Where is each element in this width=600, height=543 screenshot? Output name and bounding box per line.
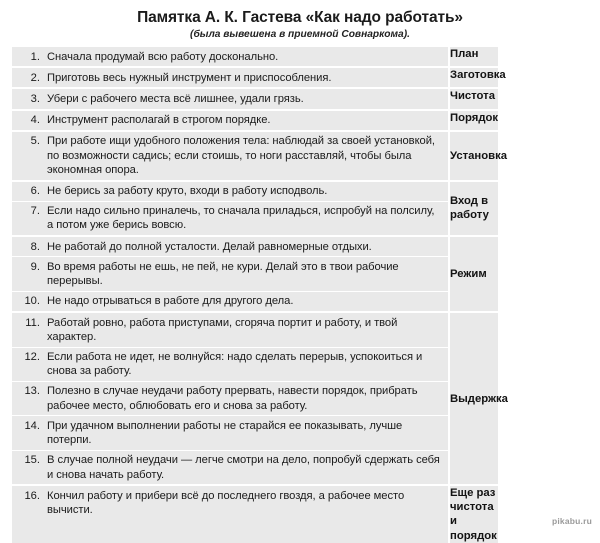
rule-group-items (12, 131, 449, 181)
rule-text: Работай ровно, работа приступами, сгоряча портит и работу, и твой характер. (47, 316, 398, 343)
rule-text: Если работа не идет, не волнуйся: надо сделать перерыв, успокоиться и снова за работу. (47, 351, 423, 378)
table-row (12, 181, 498, 237)
list-item (12, 256, 448, 290)
rule-list (12, 111, 448, 130)
rule-text: При работе ищи удобного положения тела: наблюдай за своей установкой, по возможности садись; если стоишь, то ноги расставляй, чтобы была экономная опора. (47, 135, 435, 176)
rule-group-label: Режим (449, 236, 498, 312)
rule-group-items (12, 110, 449, 131)
rule-text: Убери с рабочего места всё лишнее, удали грязь. (47, 92, 304, 105)
rule-group-items (12, 312, 449, 485)
rule-number: 9. (30, 260, 40, 273)
rule-number: 10. (24, 295, 40, 308)
rule-number: 5. (30, 135, 40, 148)
rule-number: 2. (30, 71, 40, 84)
table-row (12, 312, 498, 485)
table-row (12, 47, 498, 68)
rule-group-items (12, 236, 449, 312)
list-item (12, 111, 448, 130)
rule-text: Во время работы не ешь, не пей, не кури. Делай это в твои рабочие перерывы. (47, 260, 399, 288)
rule-number: 6. (30, 185, 40, 198)
rule-group-items (12, 47, 449, 68)
list-item (12, 201, 448, 235)
rule-text: Не надо отрываться в работе для другого дела. (47, 295, 294, 308)
rule-text: Инструмент располагай в строгом порядке. (47, 114, 271, 127)
rule-text: Не берись за работу круто, входи в работу исподволь. (47, 185, 328, 198)
rule-number: 13. (24, 385, 40, 398)
rule-group-label: Выдержка (449, 312, 498, 485)
table-row (12, 485, 498, 542)
rule-group-label: Порядок (449, 110, 498, 131)
rule-number: 15. (24, 454, 40, 467)
watermark: pikabu.ru (551, 516, 592, 526)
list-item (12, 237, 448, 256)
memo-table (12, 46, 508, 543)
rule-number: 12. (24, 351, 40, 363)
list-item (12, 313, 448, 346)
list-item (12, 347, 448, 381)
rule-number: 16. (24, 489, 40, 502)
rule-group-items (12, 181, 449, 237)
list-item (12, 381, 448, 415)
rule-list (12, 89, 448, 108)
rule-list (12, 47, 448, 66)
rule-number: 1. (30, 50, 40, 63)
rule-group-items (12, 485, 449, 542)
list-item (12, 68, 448, 87)
rule-number: 14. (24, 419, 40, 432)
rule-list (12, 182, 448, 236)
rule-list (12, 68, 448, 87)
rule-text: Приготовь весь нужный инструмент и приспособления. (47, 71, 332, 84)
page-title: Памятка А. К. Гастева «Как надо работать» (137, 9, 463, 26)
rule-group-label: Еще раз чистота и порядок (450, 487, 497, 542)
document-heading (0, 0, 600, 41)
rule-number: 4. (30, 114, 40, 127)
rule-list (12, 132, 448, 180)
rule-text: Кончил работу и прибери всё до последнего гвоздя, а рабочее место вычисти. (47, 489, 405, 516)
rule-group-label: План (449, 47, 498, 68)
list-item (12, 450, 448, 484)
rule-list (12, 237, 448, 311)
rule-group-label: Чистота (449, 88, 498, 109)
rule-text: Сначала продумай всю работу досконально. (47, 50, 279, 63)
rule-list (12, 313, 448, 484)
list-item (12, 182, 448, 201)
rule-text: При удачном выполнении работы не старайся ее показывать, лучше потерпи. (47, 419, 403, 447)
rule-text: Если надо сильно приналечь, то сначала приладься, испробуй на полсилу, а потом уже берись вовсю. (47, 205, 435, 232)
table-row (12, 131, 498, 181)
memo-table-container (12, 46, 508, 543)
rule-group-items (12, 67, 449, 88)
list-item (12, 291, 448, 311)
rule-text: Полезно в случае неудачи работу прервать, навести порядок, прибрать рабочее место, облюбовать его и снова за работу. (47, 385, 418, 412)
page-subtitle: (была вывешена в приемной Совнаркома). (190, 28, 410, 40)
table-row (12, 110, 498, 131)
list-item (12, 47, 448, 66)
rule-number: 3. (30, 92, 40, 105)
list-item (12, 132, 448, 180)
rule-group-items (12, 88, 449, 109)
rule-group-label: Установка (449, 131, 498, 181)
rule-text: Не работай до полной усталости. Делай равномерные отдыхи. (47, 240, 372, 253)
rule-list (12, 486, 448, 519)
table-row (12, 236, 498, 312)
table-row (12, 67, 498, 88)
table-row (12, 88, 498, 109)
list-item (12, 89, 448, 108)
rule-number: 11. (25, 316, 40, 329)
rule-group-label: Вход в работу (449, 181, 498, 237)
list-item (12, 415, 448, 449)
rule-number: 8. (30, 240, 40, 253)
rule-group-label: Заготовка (449, 67, 498, 88)
rule-text: В случае полной неудачи — легче смотри на дело, попробуй сдержать себя и снова начать работу. (47, 454, 440, 481)
list-item (12, 486, 448, 519)
rule-number: 7. (30, 205, 40, 218)
memo-table-body (12, 47, 508, 543)
